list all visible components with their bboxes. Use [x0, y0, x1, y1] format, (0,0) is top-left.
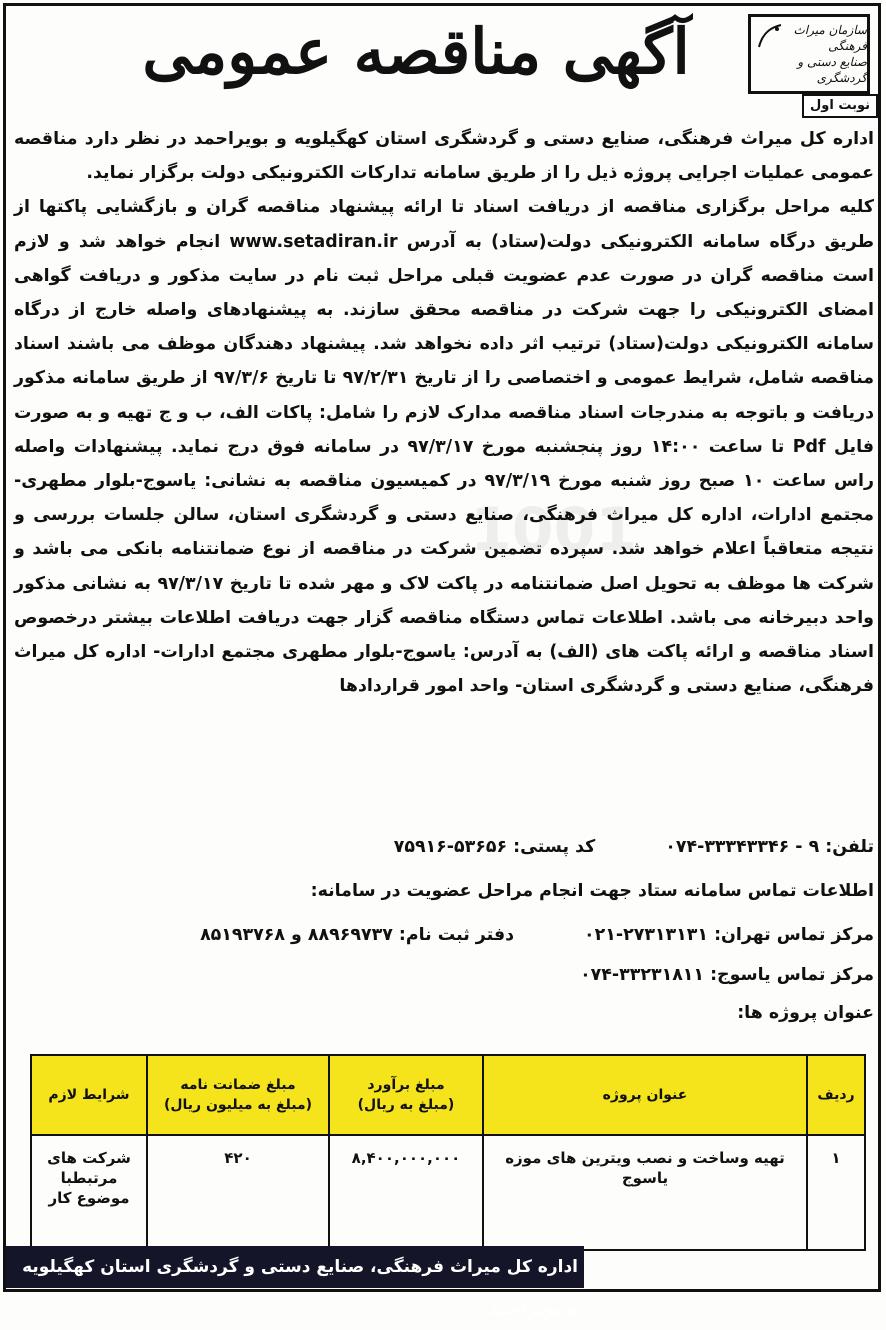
logo-text-line2: صنایع دستی و گردشگری	[797, 55, 867, 85]
tehran-contact: مرکز تماس تهران: ۲۷۳۱۳۱۳۱-۰۲۱	[584, 925, 874, 945]
tehran-row	[14, 920, 874, 950]
yasuj-contact: مرکز تماس یاسوج: ۳۳۲۳۱۸۱۱-۰۷۴	[580, 965, 874, 985]
notice-body	[14, 122, 874, 703]
col-conditions-header: شرایط لازم	[31, 1055, 147, 1135]
cell-guarantee: ۴۲۰	[147, 1135, 329, 1250]
setad-heading: اطلاعات تماس سامانه ستاد جهت انجام مراحل عضویت در سامانه:	[310, 881, 874, 901]
contact-block	[14, 832, 874, 1028]
table-header-row	[31, 1055, 865, 1135]
issue-badge: نوبت اول	[802, 94, 878, 118]
cell-estimate: ۸,۴۰۰,۰۰۰,۰۰۰	[329, 1135, 483, 1250]
col-title-header: عنوان پروژه	[483, 1055, 807, 1135]
postal-code: کد پستی: ۵۳۶۵۶-۷۵۹۱۶	[393, 837, 596, 857]
guarantee-unit: (مبلغ به میلیون ریال)	[163, 1097, 313, 1113]
cell-row: ۱	[807, 1135, 865, 1250]
page-title: آگهی مناقصه عمومی	[142, 15, 690, 88]
col-guarantee-header	[147, 1055, 329, 1135]
cell-title: تهیه وساخت و نصب ویترین های موزه یاسوج	[483, 1135, 807, 1250]
col-row-header: ردیف	[807, 1055, 865, 1135]
logo-text-line1: سازمان میراث فرهنگی	[793, 23, 867, 53]
col-estimate-header	[329, 1055, 483, 1135]
phone-number: تلفن: ۹ - ۳۳۳۴۳۳۴۶-۰۷۴	[665, 837, 874, 857]
cell-conditions: شرکت های مرتبطبا موضوع کار	[31, 1135, 147, 1250]
intro-paragraph: اداره کل میراث فرهنگی، صنایع دستی و گردشگری استان کهگیلویه و بویراحمد در نظر دارد مناقصه عمومی عملیات اجرایی پروژه ذیل را از طریق سامانه تدارکات الکترونیکی دولت برگزار نماید.	[14, 129, 874, 184]
estimate-label: مبلغ برآورد	[367, 1077, 445, 1093]
watermark: 1001	[470, 495, 637, 565]
table-row	[31, 1135, 865, 1250]
estimate-unit: (مبلغ به ریال)	[357, 1097, 455, 1113]
registration-office: دفتر ثبت نام: ۸۸۹۶۹۷۳۷ و ۸۵۱۹۳۷۶۸	[200, 925, 515, 945]
phone-row	[14, 832, 874, 862]
organization-logo	[748, 14, 870, 94]
projects-heading: عنوان پروژه ها:	[737, 1003, 874, 1023]
details-paragraph: کلیه مراحل برگزاری مناقصه از دریافت اسناد تا ارائه پیشنهاد مناقصه گران و بازگشایی پاکتها از طریق درگاه سامانه الکترونیکی دولت(ستاد) به آدرس www.setadiran.ir انجام خواهد شد و لازم است مناقصه گران در صورت عدم عضویت قبلی مراحل ثبت نام در سایت مذکور و دریافت گواهی امضای الکترونیکی را جهت شرکت در مناقصه محقق سازند. به پیشنهادهای واصله خارج از درگاه سامانه الکترونیکی دولت(ستاد) ترتیب اثر داده نخواهد شد. پیشنهاد دهندگان موظف می باشند اسناد مناقصه شامل، شرایط عمومی و اختصاصی را از تاریخ ۹۷/۲/۳۱ تا تاریخ ۹۷/۳/۶ از طریق سامانه مذکور دریافت و باتوجه به مندرجات اسناد مناقصه مدارک لازم را شامل: پاکات الف، ب و ج تهیه و به صورت فایل Pdf تا ساعت ۱۴:۰۰ روز پنجشنبه مورخ ۹۷/۳/۱۷ در سامانه فوق درج نماید. پیشنهادات واصله راس ساعت ۱۰ صبح روز شنبه مورخ ۹۷/۳/۱۹ در کمیسیون مناقصه به نشانی: یاسوج-بلوار مطهری- مجتمع ادارات، اداره کل میراث فرهنگی، صنایع دستی و گردشگری استان، سالن جلسات بررسی و نتیجه متعاقباً اعلام خواهد شد. سپرده تضمین شرکت در مناقصه از نوع ضمانتنامه بانکی می باشد و شرکت ها موظف به تحویل اصل ضمانتنامه در پاکت لاک و مهر شده تا تاریخ ۹۷/۳/۱۷ به نشانی مذکور واحد دبیرخانه می باشد. اطلاعات تماس دستگاه مناقصه گزار جهت دریافت اطلاعات بیشتر درخصوص اسناد مناقصه و ارائه پاکت های (الف) به آدرس: یاسوج-بلوار مطهری مجتمع ادارات- اداره کل میراث فرهنگی، صنایع دستی و گردشگری استان- واحد امور قراردادها	[14, 197, 874, 697]
footer-banner: اداره کل میراث فرهنگی، صنایع دستی و گردشگری استان کهگیلویه و بویراحمد	[6, 1246, 584, 1288]
projects-table	[30, 1054, 866, 1251]
emblem-icon	[755, 21, 785, 51]
header	[6, 6, 878, 94]
guarantee-label: مبلغ ضمانت نامه	[180, 1077, 296, 1093]
